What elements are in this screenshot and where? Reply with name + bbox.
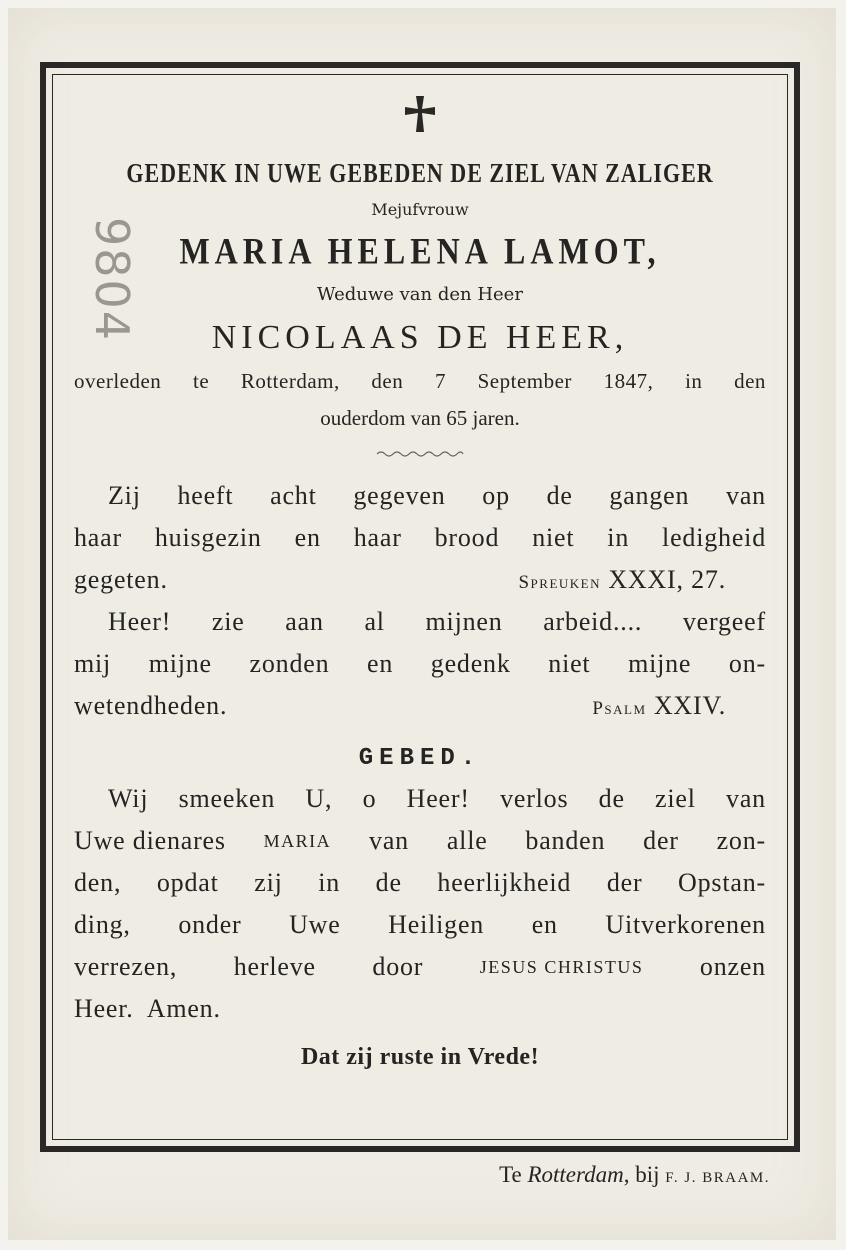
word: mij	[74, 649, 112, 678]
word: zij	[254, 868, 283, 897]
word: haar	[74, 523, 122, 552]
word: zonden	[249, 649, 330, 678]
word: zon-	[716, 826, 766, 855]
prayer-line	[74, 820, 766, 862]
word: Wij	[108, 784, 149, 813]
death-word: te	[192, 369, 210, 393]
word: op	[482, 481, 510, 510]
age-line: ouderdom van 65 jaren.	[320, 406, 520, 430]
word: Uwe	[289, 910, 341, 939]
verse-line	[74, 601, 766, 643]
word: niet	[532, 523, 575, 552]
word: de	[598, 784, 625, 813]
reference-book: Spreuken	[518, 572, 601, 593]
death-line	[74, 369, 766, 394]
word: o	[362, 784, 377, 813]
word: haar	[353, 523, 402, 552]
word: gegeven	[353, 481, 446, 510]
verse-proverbs	[74, 475, 766, 601]
word: banden	[525, 826, 606, 855]
scripture-reference	[592, 685, 766, 727]
word: Heer!	[406, 784, 470, 813]
word: on-	[728, 649, 766, 678]
imprint-prefix: Te	[499, 1162, 522, 1187]
word: in	[318, 868, 341, 897]
verse-line	[74, 475, 766, 517]
word: heeft	[177, 481, 234, 510]
verse-line	[74, 559, 766, 601]
word: den,	[74, 868, 122, 897]
word: verlos	[500, 784, 569, 813]
word: de	[375, 868, 402, 897]
word: wetendheden.	[74, 691, 228, 720]
word: van	[726, 784, 766, 813]
word: van	[369, 826, 409, 855]
title-line: Mejufvrouw	[371, 200, 469, 219]
prayer-title: GEBED.	[358, 745, 482, 772]
word: mijne	[148, 649, 212, 678]
prayer-line	[74, 778, 766, 820]
word: alle	[446, 826, 488, 855]
invocation-line: GEDENK IN UWE GEBEDEN DE ZIEL VAN ZALIGER	[126, 156, 714, 188]
word: gedenk	[430, 649, 511, 678]
word: aan	[285, 607, 324, 636]
handwritten-number: 9804	[85, 217, 139, 343]
word: mijnen	[425, 607, 503, 636]
word: Uwe dienares	[74, 826, 226, 855]
word: niet	[548, 649, 591, 678]
word: Opstan-	[678, 868, 766, 897]
word: heerlijkheid	[437, 868, 572, 897]
verse-line	[74, 643, 766, 685]
word: ledigheid	[662, 523, 766, 552]
word: der	[606, 868, 643, 897]
death-word: in	[685, 369, 703, 393]
prayer-line	[74, 862, 766, 904]
word: en	[367, 649, 394, 678]
word: Heiligen	[388, 910, 485, 939]
death-word: den	[371, 369, 404, 393]
word: acht	[270, 481, 317, 510]
death-word: 7	[434, 369, 446, 393]
scripture-reference	[518, 559, 766, 601]
word: verrezen,	[74, 952, 178, 981]
word: vergeef	[682, 607, 766, 636]
prayer-text	[74, 778, 766, 1030]
husband-name: NICOLAAS DE HEER,	[211, 319, 629, 356]
word: Heer!	[108, 607, 172, 636]
word: in	[607, 523, 630, 552]
word: opdat	[156, 868, 219, 897]
word: zie	[211, 607, 245, 636]
widow-line: Weduwe van den Heer	[317, 284, 523, 305]
word: van	[726, 481, 766, 510]
verse-psalm	[74, 601, 766, 727]
closing-line: Dat zij ruste in Vrede!	[300, 1044, 540, 1070]
death-word: September	[477, 369, 572, 393]
word: der	[643, 826, 679, 855]
wavy-divider	[375, 449, 465, 459]
death-word: Rotterdam,	[240, 369, 340, 393]
prayer-line	[74, 988, 766, 1030]
deceased-name: MARIA HELENA LAMOT,	[179, 230, 661, 272]
card-content	[74, 88, 766, 1071]
word: door	[372, 952, 424, 981]
word: gegeten.	[74, 565, 168, 594]
verse-line	[74, 685, 766, 727]
word: mijne	[628, 649, 692, 678]
death-word: 1847,	[603, 369, 654, 393]
word: Zij	[108, 481, 141, 510]
prayer-line	[74, 946, 766, 988]
reference-chapter: XXIV.	[653, 691, 726, 720]
name-maria: MARIA	[263, 831, 332, 851]
word: brood	[434, 523, 500, 552]
printer-imprint	[0, 1162, 770, 1188]
word: herleve	[233, 952, 316, 981]
word: huisgezin	[154, 523, 262, 552]
imprint-printer: F. J. BRAAM.	[665, 1170, 770, 1186]
word: gangen	[609, 481, 690, 510]
prayer-line	[74, 904, 766, 946]
imprint-place: Rotterdam	[527, 1162, 624, 1187]
word: Uitverkorenen	[605, 910, 766, 939]
death-word: overleden	[74, 369, 162, 393]
word: en	[531, 910, 558, 939]
word: smeeken	[178, 784, 276, 813]
word: al	[364, 607, 385, 636]
reference-book: Psalm	[592, 698, 647, 719]
word: U,	[305, 784, 333, 813]
reference-chapter: XXXI, 27.	[608, 565, 726, 594]
death-word: den	[734, 369, 766, 393]
word: ding,	[74, 910, 131, 939]
verse-line	[74, 517, 766, 559]
word: ziel	[655, 784, 696, 813]
word: de	[546, 481, 573, 510]
name-jesus-christus: JESUS CHRISTUS	[479, 957, 644, 977]
word: onder	[178, 910, 242, 939]
word: onzen	[699, 952, 766, 981]
word: en	[294, 523, 321, 552]
imprint-mid: , bij	[623, 1162, 660, 1187]
word: Heer. Amen.	[74, 994, 221, 1023]
cross-icon	[400, 94, 440, 134]
word: arbeid....	[543, 607, 643, 636]
